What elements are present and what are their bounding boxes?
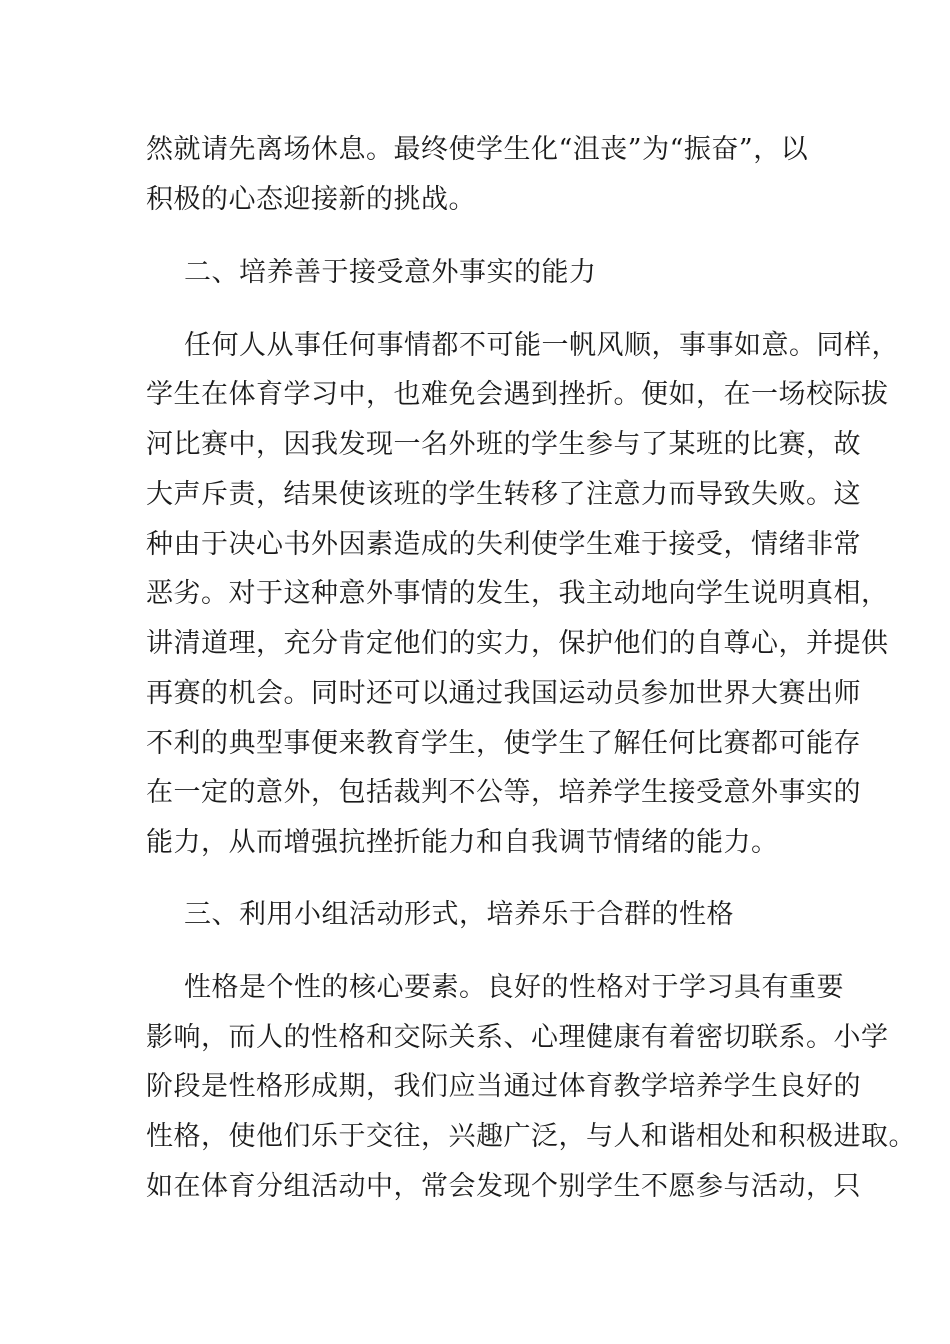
section-heading: 二、培养善于接受意外事实的能力 <box>184 257 597 288</box>
paragraph-line: 恶劣。对于这种意外事情的发生，我主动地向学生说明真相， <box>146 578 889 609</box>
paragraph-line: 河比赛中，因我发现一名外班的学生参与了某班的比赛，故 <box>146 429 861 460</box>
paragraph-line: 如在体育分组活动中，常会发现个别学生不愿参与活动，只 <box>146 1171 861 1202</box>
paragraph-line: 积极的心态迎接新的挑战。 <box>146 184 476 215</box>
paragraph-line: 不利的典型事便来教育学生，使学生了解任何比赛都可能存 <box>146 728 861 759</box>
paragraph-line: 性格，使他们乐于交往，兴趣广泛，与人和谐相处和积极进取。 <box>146 1121 916 1152</box>
paragraph-line: 学生在体育学习中，也难免会遇到挫折。便如，在一场校际拔 <box>146 379 889 410</box>
paragraph-line: 再赛的机会。同时还可以通过我国运动员参加世界大赛出师 <box>146 678 861 709</box>
paragraph-line: 种由于决心书外因素造成的失利使学生难于接受，情绪非常 <box>146 529 861 560</box>
section-heading: 三、利用小组活动形式，培养乐于合群的性格 <box>184 899 734 930</box>
paragraph-line: 能力，从而增强抗挫折能力和自我调节情绪的能力。 <box>146 827 779 858</box>
paragraph-line: 在一定的意外，包括裁判不公等，培养学生接受意外事实的 <box>146 777 861 808</box>
paragraph-line: 讲清道理，充分肯定他们的实力，保护他们的自尊心，并提供 <box>146 628 889 659</box>
paragraph-line: 影响，而人的性格和交际关系、心理健康有着密切联系。小学 <box>146 1022 889 1053</box>
paragraph-line: 性格是个性的核心要素。良好的性格对于学习具有重要 <box>184 972 844 1003</box>
paragraph-line: 阶段是性格形成期，我们应当通过体育教学培养学生良好的 <box>146 1071 861 1102</box>
paragraph-line: 大声斥责，结果使该班的学生转移了注意力而导致失败。这 <box>146 479 861 510</box>
paragraph-line: 然就请先离场休息。最终使学生化“沮丧”为“振奋”，以 <box>146 134 809 165</box>
paragraph-line: 任何人从事任何事情都不可能一帆风顺，事事如意。同样， <box>184 330 899 361</box>
